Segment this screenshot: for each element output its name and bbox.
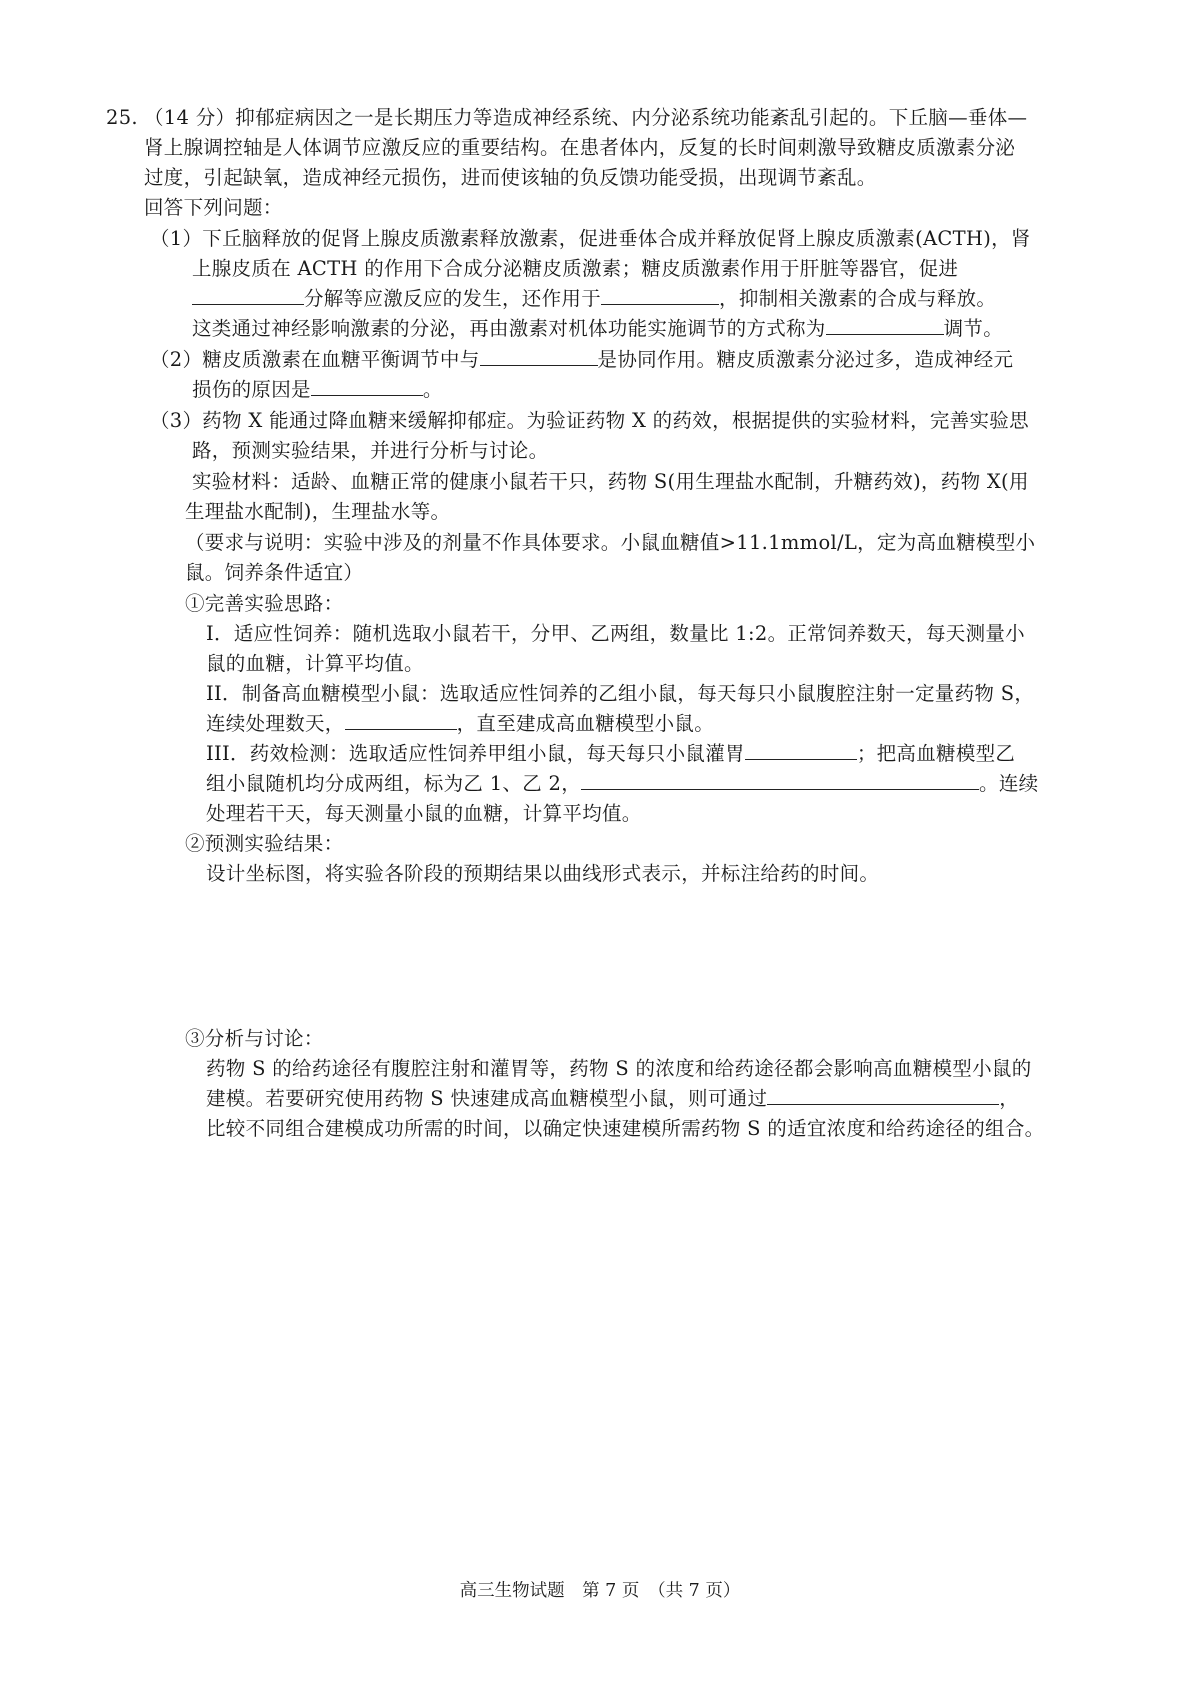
analysis-line-1: 药物 S 的给药途径有腹腔注射和灌胃等，药物 S 的浓度和给药途径都会影响高血糖模型小鼠的 <box>206 1057 1032 1080</box>
analysis-line-2: 建模。若要研究使用药物 S 快速建成高血糖模型小鼠，则可通过 ， <box>206 1084 1019 1114</box>
intro-line-2: 肾上腺调控轴是人体调节应激反应的重要结构。在患者体内，反复的长时间刺激导致糖皮质激素分泌 <box>144 136 1016 159</box>
part3-line-2: 路，预测实验结果，并进行分析与讨论。 <box>192 439 549 462</box>
part2-line-2: 损伤的原因是 。 <box>192 375 443 405</box>
materials-line-1: 实验材料：适龄、血糖正常的健康小鼠若干只，药物 S(用生理盐水配制，升糖药效)，药物 X(用 <box>192 470 1029 493</box>
part1-line-2: 上腺皮质在 ACTH 的作用下合成分泌糖皮质激素；糖皮质激素作用于肝脏等器官，促进 <box>192 257 959 280</box>
step3-line-2: 组小鼠随机均分成两组，标为乙 1、乙 2， 。连续 <box>206 769 1038 799</box>
analysis-line-3: 比较不同组合建模成功所需的时间，以确定快速建模所需药物 S 的适宜浓度和给药途径的组合。 <box>206 1117 1045 1140</box>
step2-line-2: 连续处理数天， ，直至建成高血糖模型小鼠。 <box>206 709 714 739</box>
page-footer: 高三生物试题 第 7 页 （共 7 页） <box>459 1581 741 1601</box>
answer-blank-6[interactable] <box>345 709 457 730</box>
answer-blank-8[interactable] <box>581 769 979 790</box>
intro-line-4: 回答下列问题： <box>144 196 283 219</box>
part2-line-1: （2）糖皮质激素在血糖平衡调节中与 是协同作用。糖皮质激素分泌过多，造成神经元 <box>150 345 1013 375</box>
answer-blank-3[interactable] <box>826 314 944 335</box>
answer-blank-7[interactable] <box>745 739 857 760</box>
answer-blank-1[interactable] <box>192 284 304 305</box>
step2-line-1: II．制备高血糖模型小鼠：选取适应性饲养的乙组小鼠，每天每只小鼠腹腔注射一定量药物 S， <box>206 682 1035 705</box>
intro-line-1: （14 分）抑郁症病因之一是长期压力等造成神经系统、内分泌系统功能紊乱引起的。下丘脑—垂体— <box>144 106 1028 129</box>
section-analysis: ③分析与讨论： <box>185 1027 324 1050</box>
intro-line-3: 过度，引起缺氧，造成神经元损伤，进而使该轴的负反馈功能受损，出现调节紊乱。 <box>144 166 877 189</box>
question-number: 25. <box>106 106 138 129</box>
step3-line-1: III．药效检测：选取适应性饲养甲组小鼠，每天每只小鼠灌胃 ；把高血糖模型乙 <box>206 739 1015 769</box>
step3-line-3: 处理若干天，每天测量小鼠的血糖，计算平均值。 <box>206 802 642 825</box>
materials-line-2: 生理盐水配制)，生理盐水等。 <box>185 500 451 523</box>
predicted-results-text: 设计坐标图，将实验各阶段的预期结果以曲线形式表示，并标注给药的时间。 <box>206 862 880 885</box>
part1-line-4: 这类通过神经影响激素的分泌，再由激素对机体功能实施调节的方式称为 调节。 <box>192 314 1003 344</box>
answer-blank-4[interactable] <box>480 345 598 366</box>
answer-blank-9[interactable] <box>767 1084 999 1105</box>
part1-line-1: （1）下丘脑释放的促肾上腺皮质激素释放激素，促进垂体合成并释放促肾上腺皮质激素(ACTH)，肾 <box>150 227 1031 250</box>
part1-line-3: 分解等应激反应的发生，还作用于 ，抑制相关激素的合成与释放。 <box>192 284 996 314</box>
part3-line-1: （3）药物 X 能通过降血糖来缓解抑郁症。为验证药物 X 的药效，根据提供的实验材料，完善实验思 <box>150 409 1029 432</box>
step1-line-2: 鼠的血糖，计算平均值。 <box>206 652 424 675</box>
requirements-line-2: 鼠。饲养条件适宜） <box>185 561 364 584</box>
answer-blank-5[interactable] <box>311 375 423 396</box>
section-predicted-results: ②预测实验结果： <box>185 832 344 855</box>
step1-line-1: I．适应性饲养：随机选取小鼠若干，分甲、乙两组，数量比 1:2。正常饲养数天，每天测量小 <box>206 622 1025 645</box>
requirements-line-1: （要求与说明：实验中涉及的剂量不作具体要求。小鼠血糖值>11.1mmol/L，定为高血糖模型小 <box>185 531 1036 554</box>
answer-blank-2[interactable] <box>601 284 719 305</box>
section-experiment-design: ①完善实验思路： <box>185 592 344 615</box>
